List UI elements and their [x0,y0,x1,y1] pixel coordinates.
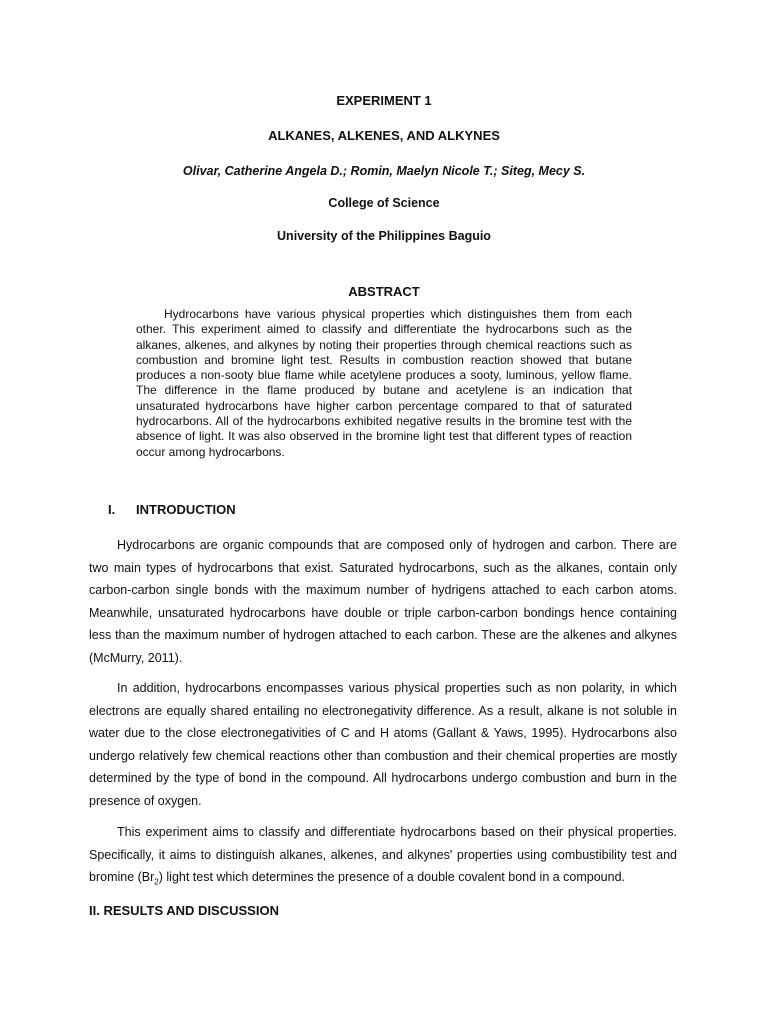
paper-title: ALKANES, ALKENES, AND ALKYNES [268,128,500,143]
paragraph-3-text-b: ) light test which determines the presence of a double covalent bond in a compound. [158,870,626,885]
university-name: University of the Philippines Baguio [277,229,491,243]
introduction-heading [108,502,236,517]
section-title: INTRODUCTION [136,502,236,517]
paragraph-3-text-a: This experiment aims to classify and differentiate hydrocarbons based on their physical properties. Specifically, it aims to distinguish alkanes, alkenes, and alkynes' properties using combustibility test and bromine (Br [89,825,677,885]
intro-paragraph-3 [89,821,677,889]
author-list: Olivar, Catherine Angela D.; Romin, Maelyn Nicole T.; Siteg, Mecy S. [182,164,586,178]
abstract-text: Hydrocarbons have various physical properties which distinguishes them from each other. This experiment aimed to classify and differentiate the hydrocarbons such as the alkanes, alkenes, and alkynes by noting their properties through chemical reactions such as combustion and bromine light test. Results in combustion reaction showed that butane produces a non-sooty blue flame while acetylene produces a sooty, luminous, yellow flame. The difference in the flame produced by butane and acetylene is an indication that unsaturated hydrocarbons have higher carbon percentage compared to that of saturated hydrocarbons. All of the hydrocarbons exhibited negative results in the bromine test with the absence of light. It was also observed in the bromine light test that different types of reaction occur among hydrocarbons. [136,307,632,459]
abstract-heading: ABSTRACT [348,284,420,299]
intro-paragraph-1: Hydrocarbons are organic compounds that are composed only of hydrogen and carbon. There are two main types of hydrocarbons that exist. Saturated hydrocarbons, such as the alkanes, contain only carbon-carbon single bonds with the maximum number of hydrigens attached to each carbon atoms. Meanwhile, unsaturated hydrocarbons have double or triple carbon-carbon bondings hence containing less than the maximum number of hydrogen attached to each carbon. These are the alkenes and alkynes (McMurry, 2011). [89,538,677,665]
intro-paragraph-2: In addition, hydrocarbons encompasses various physical properties such as non polarity, in which electrons are equally shared entailing no electronegativity difference. As a result, alkane is not soluble in water due to the close electronegativities of C and H atoms (Gallant & Yaws, 1995). Hydrocarbons also undergo relatively few chemical reactions other than combustion and their chemical properties are mostly determined by the type of bond in the compound. All hydrocarbons undergo combustion and burn in the presence of oxygen. [89,681,677,808]
results-heading: II. RESULTS AND DISCUSSION [89,903,279,918]
bromine-subscript: 2 [154,877,159,887]
college-name: College of Science [328,196,440,210]
experiment-label: EXPERIMENT 1 [336,93,432,108]
section-number: I. [108,502,116,517]
